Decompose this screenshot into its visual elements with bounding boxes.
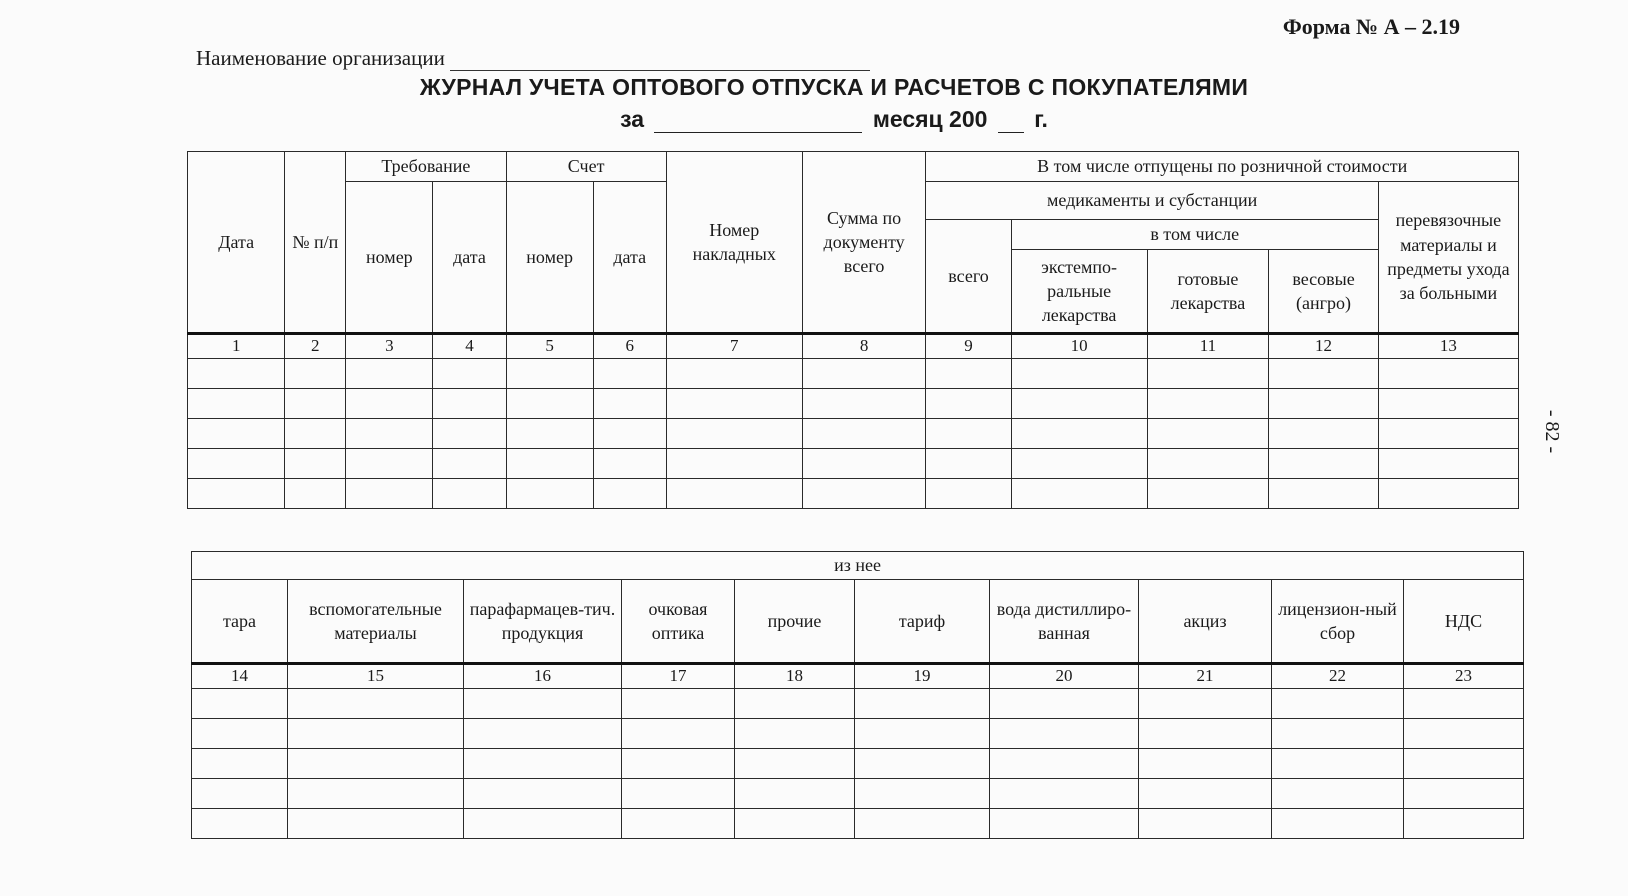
column-number-9: 9	[926, 334, 1011, 359]
empty-cell	[593, 358, 666, 388]
empty-cell	[1139, 718, 1272, 748]
column-number-2: 15	[288, 664, 464, 689]
table-row	[188, 358, 1519, 388]
empty-cell	[192, 748, 288, 778]
header-requisition-date: дата	[433, 182, 506, 334]
empty-cell	[666, 358, 802, 388]
table-body	[192, 688, 1524, 838]
empty-cell	[802, 418, 926, 448]
empty-cell	[622, 748, 735, 778]
empty-cell	[1378, 358, 1518, 388]
header-document-sum: Сумма по документу всего	[802, 152, 926, 334]
month-blank	[654, 112, 862, 133]
column-number-1: 1	[188, 334, 285, 359]
header-medicines: медикаменты и субстанции	[926, 182, 1378, 220]
empty-cell	[1139, 778, 1272, 808]
empty-cell	[464, 778, 622, 808]
column-number-row	[188, 334, 1519, 359]
empty-cell	[666, 478, 802, 508]
empty-cell	[622, 778, 735, 808]
empty-cell	[346, 388, 433, 418]
empty-cell	[506, 478, 593, 508]
empty-cell	[735, 808, 855, 838]
header-total: всего	[926, 220, 1011, 334]
header-invoice-date: дата	[593, 182, 666, 334]
empty-cell	[1272, 688, 1404, 718]
column-number-4: 17	[622, 664, 735, 689]
column-number-2: 2	[285, 334, 346, 359]
column-number-row	[192, 664, 1524, 689]
empty-cell	[593, 388, 666, 418]
header-breakdown-4: очковая оптика	[622, 580, 735, 664]
empty-cell	[990, 688, 1139, 718]
empty-cell	[1404, 718, 1524, 748]
column-number-6: 6	[593, 334, 666, 359]
header-breakdown-3: парафармацев-тич. продукция	[464, 580, 622, 664]
breakdown-header-row	[192, 580, 1524, 664]
column-number-3: 3	[346, 334, 433, 359]
empty-cell	[288, 778, 464, 808]
organization-line	[196, 46, 870, 71]
empty-cell	[1404, 688, 1524, 718]
empty-cell	[1378, 448, 1518, 478]
empty-cell	[1011, 448, 1147, 478]
empty-cell	[433, 448, 506, 478]
header-requisition: Требование	[346, 152, 506, 182]
empty-cell	[735, 718, 855, 748]
empty-cell	[622, 718, 735, 748]
empty-cell	[855, 748, 990, 778]
header-invoice: Счет	[506, 152, 666, 182]
column-number-8: 8	[802, 334, 926, 359]
empty-cell	[1272, 808, 1404, 838]
empty-cell	[1147, 478, 1269, 508]
empty-cell	[1269, 418, 1379, 448]
empty-cell	[1011, 418, 1147, 448]
header-extemporaneous: экстемпо-ральные лекарства	[1011, 250, 1147, 334]
empty-cell	[1378, 388, 1518, 418]
header-breakdown-10: НДС	[1404, 580, 1524, 664]
column-number-6: 19	[855, 664, 990, 689]
empty-cell	[285, 448, 346, 478]
empty-cell	[1011, 358, 1147, 388]
empty-cell	[464, 718, 622, 748]
column-number-9: 22	[1272, 664, 1404, 689]
empty-cell	[433, 358, 506, 388]
header-breakdown-5: прочие	[735, 580, 855, 664]
empty-cell	[1269, 358, 1379, 388]
empty-cell	[1378, 418, 1518, 448]
empty-cell	[188, 388, 285, 418]
header-dressing-materials: перевязочные материалы и предметы ухода за больными	[1378, 182, 1518, 334]
empty-cell	[855, 718, 990, 748]
empty-cell	[735, 688, 855, 718]
table-row	[192, 688, 1524, 718]
empty-cell	[1272, 748, 1404, 778]
period-middle: месяц 200	[872, 106, 988, 132]
empty-cell	[192, 718, 288, 748]
empty-cell	[990, 748, 1139, 778]
table-row	[192, 718, 1524, 748]
empty-cell	[990, 808, 1139, 838]
header-breakdown-8: акциз	[1139, 580, 1272, 664]
table-row	[188, 478, 1519, 508]
empty-cell	[593, 478, 666, 508]
empty-cell	[288, 808, 464, 838]
empty-cell	[464, 688, 622, 718]
header-breakdown-7: вода дистиллиро-ванная	[990, 580, 1139, 664]
empty-cell	[622, 688, 735, 718]
empty-cell	[666, 388, 802, 418]
header-invoice-number: номер	[506, 182, 593, 334]
table-row	[192, 808, 1524, 838]
header-retail-group: В том числе отпущены по розничной стоимости	[926, 152, 1519, 182]
empty-cell	[1272, 778, 1404, 808]
period-prefix: за	[620, 106, 645, 132]
empty-cell	[188, 418, 285, 448]
empty-cell	[855, 778, 990, 808]
empty-cell	[433, 418, 506, 448]
empty-cell	[346, 448, 433, 478]
column-number-7: 20	[990, 664, 1139, 689]
column-number-12: 12	[1269, 334, 1379, 359]
empty-cell	[1139, 808, 1272, 838]
column-number-1: 14	[192, 664, 288, 689]
header-including: в том числе	[1011, 220, 1378, 250]
empty-cell	[506, 448, 593, 478]
journal-table-main	[187, 151, 1519, 509]
header-bulk-weight: весовые (ангро)	[1269, 250, 1379, 334]
empty-cell	[188, 358, 285, 388]
column-number-5: 18	[735, 664, 855, 689]
empty-cell	[593, 418, 666, 448]
empty-cell	[288, 748, 464, 778]
table-row	[192, 778, 1524, 808]
empty-cell	[1139, 688, 1272, 718]
table-row	[188, 448, 1519, 478]
empty-cell	[285, 478, 346, 508]
column-number-10: 23	[1404, 664, 1524, 689]
empty-cell	[926, 448, 1011, 478]
empty-cell	[990, 778, 1139, 808]
header-breakdown-1: тара	[192, 580, 288, 664]
empty-cell	[1147, 358, 1269, 388]
empty-cell	[1378, 478, 1518, 508]
empty-cell	[346, 418, 433, 448]
header-of-which: из нее	[192, 552, 1524, 580]
table-row	[188, 388, 1519, 418]
empty-cell	[802, 478, 926, 508]
empty-cell	[926, 388, 1011, 418]
empty-cell	[1269, 388, 1379, 418]
empty-cell	[1269, 448, 1379, 478]
side-page-number: - 82 -	[1541, 409, 1564, 454]
empty-cell	[1404, 748, 1524, 778]
empty-cell	[1139, 748, 1272, 778]
empty-cell	[506, 418, 593, 448]
column-number-4: 4	[433, 334, 506, 359]
column-number-5: 5	[506, 334, 593, 359]
empty-cell	[288, 718, 464, 748]
empty-cell	[926, 478, 1011, 508]
table-body	[188, 358, 1519, 508]
empty-cell	[1011, 388, 1147, 418]
empty-cell	[855, 808, 990, 838]
journal-title: ЖУРНАЛ УЧЕТА ОПТОВОГО ОТПУСКА И РАСЧЕТОВ С ПОКУПАТЕЛЯМИ	[419, 74, 1249, 100]
journal-table-breakdown	[191, 551, 1524, 839]
form-number: Форма № А – 2.19	[1282, 14, 1460, 39]
header-breakdown-2: вспомогательные материалы	[288, 580, 464, 664]
header-waybill-number: Номер накладных	[666, 152, 802, 334]
empty-cell	[346, 478, 433, 508]
empty-cell	[622, 808, 735, 838]
empty-cell	[288, 688, 464, 718]
empty-cell	[188, 448, 285, 478]
empty-cell	[433, 388, 506, 418]
empty-cell	[188, 478, 285, 508]
table-row	[192, 748, 1524, 778]
column-number-10: 10	[1011, 334, 1147, 359]
column-number-3: 16	[464, 664, 622, 689]
empty-cell	[1147, 418, 1269, 448]
empty-cell	[285, 418, 346, 448]
empty-cell	[192, 688, 288, 718]
empty-cell	[1147, 448, 1269, 478]
header-date: Дата	[188, 152, 285, 334]
period-suffix: г.	[1034, 106, 1048, 132]
empty-cell	[464, 808, 622, 838]
empty-cell	[285, 388, 346, 418]
column-number-13: 13	[1378, 334, 1518, 359]
header-breakdown-9: лицензион-ный сбор	[1272, 580, 1404, 664]
empty-cell	[802, 358, 926, 388]
organization-label: Наименование организации	[196, 46, 445, 70]
empty-cell	[926, 418, 1011, 448]
header-breakdown-6: тариф	[855, 580, 990, 664]
header-row-number: № п/п	[285, 152, 346, 334]
empty-cell	[464, 748, 622, 778]
empty-cell	[926, 358, 1011, 388]
empty-cell	[666, 448, 802, 478]
empty-cell	[593, 448, 666, 478]
empty-cell	[506, 358, 593, 388]
empty-cell	[285, 358, 346, 388]
empty-cell	[1147, 388, 1269, 418]
empty-cell	[1011, 478, 1147, 508]
empty-cell	[192, 778, 288, 808]
year-blank	[998, 112, 1024, 133]
empty-cell	[666, 418, 802, 448]
empty-cell	[192, 808, 288, 838]
column-number-8: 21	[1139, 664, 1272, 689]
empty-cell	[1404, 778, 1524, 808]
header-requisition-number: номер	[346, 182, 433, 334]
empty-cell	[1269, 478, 1379, 508]
empty-cell	[735, 748, 855, 778]
empty-cell	[506, 388, 593, 418]
empty-cell	[1272, 718, 1404, 748]
column-number-11: 11	[1147, 334, 1269, 359]
empty-cell	[346, 358, 433, 388]
column-number-7: 7	[666, 334, 802, 359]
empty-cell	[802, 448, 926, 478]
empty-cell	[802, 388, 926, 418]
empty-cell	[1404, 808, 1524, 838]
empty-cell	[855, 688, 990, 718]
empty-cell	[990, 718, 1139, 748]
organization-blank	[450, 52, 870, 71]
table-row	[188, 418, 1519, 448]
empty-cell	[433, 478, 506, 508]
empty-cell	[735, 778, 855, 808]
header-ready-medicines: готовые лекарства	[1147, 250, 1269, 334]
period-line	[0, 106, 1628, 133]
